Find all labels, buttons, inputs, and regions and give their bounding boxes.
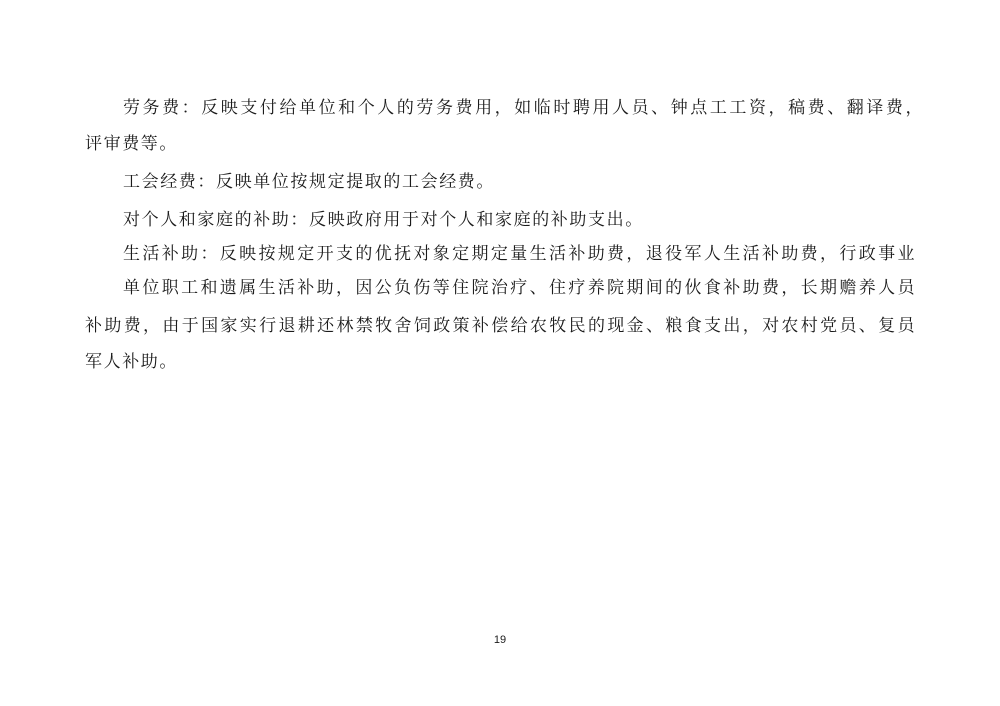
paragraph-living-subsidy-line-4: 军人补助。: [85, 352, 178, 372]
paragraph-living-subsidy-line-3: 补助费，由于国家实行退耕还林禁牧舍饲政策补偿给农牧民的现金、粮食支出，对农村党员、复员: [85, 316, 915, 336]
paragraph-living-subsidy-line-1: 生活补助：反映按规定开支的优抚对象定期定量生活补助费，退役军人生活补助费，行政事业: [123, 244, 915, 264]
paragraph-union-fees: 工会经费：反映单位按规定提取的工会经费。: [123, 172, 495, 192]
paragraph-labor-fees-line-1: 劳务费：反映支付给单位和个人的劳务费用，如临时聘用人员、钟点工工资，稿费、翻译费，: [123, 98, 923, 118]
paragraph-living-subsidy-line-2: 单位职工和遗属生活补助，因公负伤等住院治疗、住疗养院期间的伙食补助费，长期赡养人员: [123, 278, 915, 298]
paragraph-household-subsidy: 对个人和家庭的补助：反映政府用于对个人和家庭的补助支出。: [123, 210, 644, 230]
paragraph-labor-fees-line-2: 评审费等。: [85, 134, 178, 154]
page-number: 19: [493, 634, 507, 646]
